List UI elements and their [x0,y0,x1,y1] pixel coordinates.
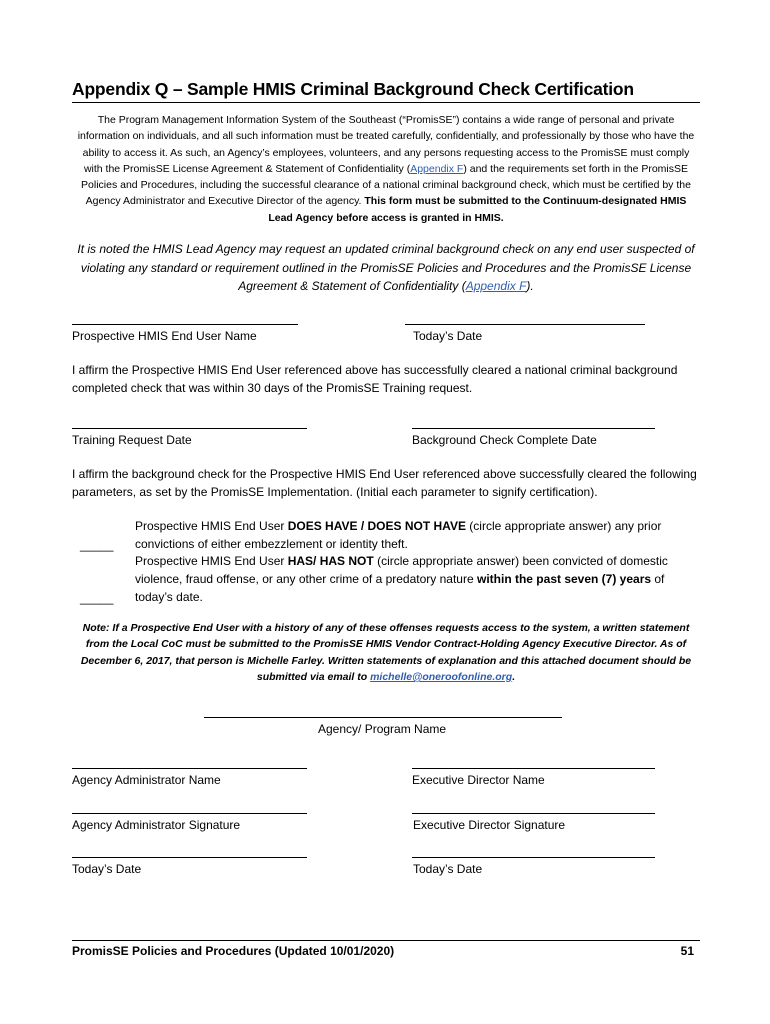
lead-agency-note [72,240,700,296]
training-request-date-line[interactable] [72,428,307,429]
intro-text-2: ) and the requirements set forth in the PromisSE Policies and Procedures, including the successful clearance of a national criminal background check, which must be certified by the Agency Administrator and Executive Director of the agency. [81,162,691,208]
parameter-1-bold: DOES HAVE / DOES NOT HAVE [287,519,466,533]
parameter-2 [135,552,700,606]
background-complete-date-label: Background Check Complete Date [412,433,597,447]
executive-director-signature-label: Executive Director Signature [413,818,566,832]
parameter-2-bold-2: within the past seven (7) years [476,572,652,586]
parameter-1-text-2: (circle appropriate answer) any prior convictions of either embezzlement or identity theft. [135,519,662,551]
parameter-2-text-3: of today’s date. [135,572,665,604]
prospective-user-name-line[interactable] [72,324,298,325]
prospective-user-name-label: Prospective HMIS End User Name [72,329,257,343]
todays-date-label-3: Today’s Date [413,862,483,876]
agency-program-name-label: Agency/ Program Name [318,722,447,736]
parameter-1 [135,517,700,553]
footer-title: PromisSE Policies and Procedures (Updated 10/01/2020) [72,944,395,958]
initial-blank-2[interactable]: _____ [80,591,114,605]
agency-admin-name-label: Agency Administrator Name [72,773,221,787]
executive-director-name-label: Executive Director Name [412,773,545,787]
offense-note-text-2: . [512,670,516,683]
page-number: 51 [680,944,694,958]
agency-program-name-line[interactable] [204,717,562,718]
todays-date-label-1: Today’s Date [413,329,483,343]
appendix-f-link-1[interactable]: Appendix F [410,162,464,175]
offense-note [72,620,700,685]
todays-date-label-2: Today’s Date [72,862,142,876]
agency-admin-signature-line[interactable] [72,813,307,814]
email-link[interactable]: michelle@oneroofonline.org [370,670,513,683]
parameter-2-text-2: (circle appropriate answer) been convicted of domestic violence, fraud offense, or any other crime of a predatory nature [135,554,668,586]
affirm-paragraph-2: I affirm the background check for the Prospective HMIS End User referenced above successfully cleared the following parameters, as set by the PromisSE Implementation. (Initial each parameter to signify certification). [72,467,697,499]
initial-blank-1[interactable]: _____ [80,538,114,552]
parameter-2-text-1: Prospective HMIS End User [135,554,288,568]
intro-bold-text: This form must be submitted to the Continuum-designated HMIS Lead Agency before access is granted in HMIS. [268,195,687,224]
lead-agency-note-text-1: It is noted the HMIS Lead Agency may request an updated criminal background check on any end user suspected of violating any standard or requirement outlined in the PromisSE Policies and Procedures and the PromisSE License Agreement & Statement of Confidentiality ( [77,242,695,293]
parameter-2-bold-1: HAS/ HAS NOT [287,554,374,568]
document-page [72,0,700,1024]
parameter-1-text-1: Prospective HMIS End User [135,519,288,533]
page-title: Appendix Q – Sample HMIS Criminal Background Check Certification [72,79,634,99]
agency-admin-name-line[interactable] [72,768,307,769]
lead-agency-note-text-2: ). [526,279,534,293]
todays-date-line-3[interactable] [412,857,655,858]
executive-director-name-line[interactable] [412,768,655,769]
appendix-f-link-2[interactable]: Appendix F [465,279,527,293]
background-complete-date-line[interactable] [412,428,655,429]
agency-admin-signature-label: Agency Administrator Signature [72,818,241,832]
title-underline [72,102,700,103]
affirm-paragraph-1: I affirm the Prospective HMIS End User referenced above has successfully cleared a national criminal background completed check that was within 30 days of the PromisSE Training request. [72,363,678,395]
intro-paragraph [72,112,700,226]
footer-rule [72,940,700,941]
executive-director-signature-line[interactable] [412,813,655,814]
offense-note-text-1: Note: If a Prospective End User with a history of any of these offenses requests access to the system, a written statement from the Local CoC must be submitted to the PromisSE HMIS Vendor Contract-Holding Agency Executive Director. As of December 6, 2017, that person is Michelle Farley. Written statements of explanation and this attached document should be submitted via email to [80,622,692,683]
todays-date-line-2[interactable] [72,857,307,858]
todays-date-line-1[interactable] [405,324,645,325]
intro-text-1: The Program Management Information System of the Southeast (“PromisSE”) contains a wide range of personal and private information on individuals, and all such information must be treated carefully, confidentially, and professionally by those who have the ability to access it. As such, an Agency’s employees, volunteers, and any persons requesting access to the PromisSE must comply with the PromisSE License Agreement & Statement of Confidentiality ( [77,114,695,175]
training-request-date-label: Training Request Date [72,433,192,447]
